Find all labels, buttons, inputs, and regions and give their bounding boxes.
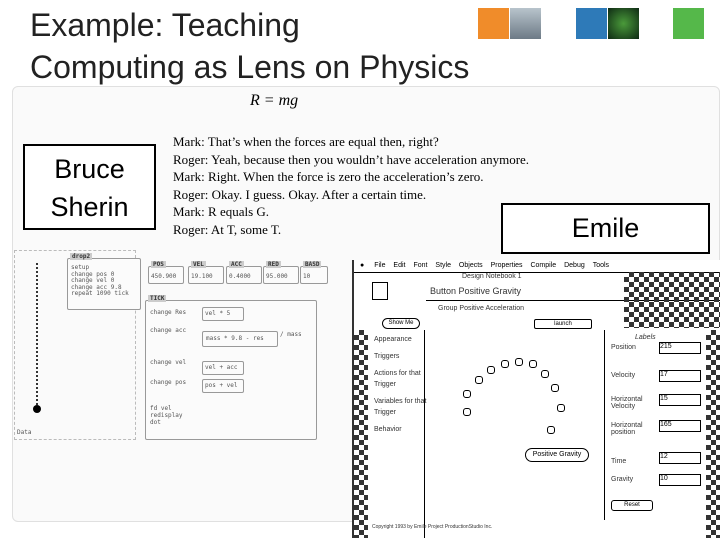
- menu-item-compile[interactable]: Compile: [530, 262, 557, 269]
- button-title: Button Positive Gravity: [430, 286, 522, 296]
- green-dark-square-icon: [608, 8, 639, 39]
- code-line: change vel 0: [71, 277, 115, 284]
- var-tag: BASD: [305, 261, 320, 268]
- var-tag: POS: [153, 261, 164, 268]
- code-line: change acc: [150, 327, 187, 334]
- code-line: fd vel: [150, 405, 172, 412]
- code-line: setup: [71, 264, 90, 271]
- transcript-line: Mark: That’s when the forces are equal then, right?: [173, 134, 439, 149]
- field-input[interactable]: 215: [659, 342, 701, 354]
- menu-item-edit[interactable]: Edit: [393, 262, 406, 269]
- drop-title: drop2: [72, 253, 91, 260]
- menu-item-tools[interactable]: Tools: [592, 262, 610, 269]
- trajectory-dot: [487, 366, 495, 374]
- trajectory-dot: [501, 360, 509, 368]
- fields-panel: [604, 330, 720, 520]
- side-item-actions[interactable]: Actions for that Trigger: [374, 370, 421, 388]
- trajectory-dot: [463, 408, 471, 416]
- code-line: repeat 1090 tick: [71, 290, 129, 297]
- side-item-triggers[interactable]: Triggers: [374, 353, 400, 360]
- field-input[interactable]: 10: [659, 474, 701, 486]
- code-line: mass * 9.8 - res: [206, 335, 264, 342]
- field-input[interactable]: 12: [659, 452, 701, 464]
- field-label: Time: [611, 458, 627, 465]
- code-line: change Res: [150, 309, 187, 316]
- field-label: Horizontal position: [611, 422, 643, 436]
- code-line: change acc 9.8: [71, 283, 122, 291]
- menu-item-style[interactable]: Style: [435, 262, 451, 269]
- right-pattern: [706, 330, 720, 538]
- orange-square-icon: [478, 8, 509, 39]
- transcript-line: Mark: R equals G.: [173, 204, 270, 219]
- transcript-line: Mark: Right. When the force is zero the acceleration’s zero.: [173, 169, 484, 184]
- field-label: Velocity: [611, 372, 636, 379]
- group-label: Group Positive Acceleration: [438, 305, 524, 312]
- reset-button[interactable]: Reset: [611, 500, 653, 511]
- trajectory-dot: [551, 384, 559, 392]
- trajectory-dot: [515, 358, 523, 366]
- var-value: 450.900: [151, 273, 177, 280]
- left-pattern: [354, 330, 368, 538]
- code-line: pos + vel: [205, 382, 238, 389]
- field-label: Horizontal Velocity: [611, 396, 643, 410]
- menu-item-properties[interactable]: Properties: [490, 262, 523, 269]
- notebook-icon: [372, 282, 388, 300]
- var-value: 95.000: [266, 273, 288, 280]
- label-bruce-sherin: [23, 144, 156, 230]
- var-tag: ACC: [231, 261, 242, 268]
- label-text: Bruce Sherin: [50, 154, 129, 222]
- trajectory-dot: [557, 404, 565, 412]
- menu-item-file[interactable]: File: [374, 262, 386, 269]
- code-line: redisplay: [150, 412, 183, 419]
- var-value: 10: [303, 273, 311, 280]
- menu-item-objects[interactable]: Objects: [458, 262, 483, 269]
- slide-title: [30, 4, 469, 88]
- code-line: vel + acc: [205, 364, 238, 371]
- notebook-title: Design Notebook 1: [462, 273, 522, 280]
- data-label: Data: [17, 429, 32, 436]
- labels-header: Labels: [635, 334, 656, 341]
- trajectory-dot: [529, 360, 537, 368]
- side-item-variables[interactable]: Variables for that Trigger: [374, 398, 427, 416]
- drop-trail: [36, 263, 38, 409]
- trajectory-dot: [463, 390, 471, 398]
- menu-item-debug[interactable]: Debug: [564, 262, 585, 269]
- footer-text: Copyright 1993 by Emile Project ProductionStudio Inc.: [372, 524, 493, 530]
- code-line: vel * 5: [205, 310, 231, 317]
- side-item-behavior[interactable]: Behavior: [374, 426, 402, 433]
- green-square-icon: [673, 8, 704, 39]
- menu-item-font[interactable]: Font: [413, 262, 428, 269]
- field-label: Gravity: [611, 476, 634, 483]
- code-line: change vel: [150, 359, 187, 366]
- var-tag: RED: [268, 261, 279, 268]
- launch-button[interactable]: launch: [534, 319, 592, 329]
- positive-gravity-button[interactable]: Positive Gravity: [525, 448, 589, 462]
- photo-square-icon: [510, 8, 541, 39]
- show-me-button[interactable]: Show Me: [382, 318, 420, 329]
- var-value: 0.4000: [229, 273, 251, 280]
- label-emile: Emile: [501, 203, 710, 254]
- blue-square-icon: [576, 8, 607, 39]
- tick-title: TICK: [150, 295, 165, 302]
- code-line: / mass: [280, 331, 302, 338]
- field-input[interactable]: 15: [659, 394, 701, 406]
- code-line: change pos 0: [71, 270, 115, 278]
- side-panel: [374, 334, 428, 435]
- emile-window: [352, 260, 720, 538]
- equation: R = mg: [250, 92, 299, 109]
- transcript-line: Roger: Yeah, because then you wouldn’t have acceleration anymore.: [173, 151, 530, 167]
- tick-procedure: [145, 295, 317, 440]
- simulation-area: [424, 330, 603, 538]
- transcript-line: Roger: At T, some T.: [173, 221, 282, 237]
- title-line-1: Example: Teaching: [30, 7, 300, 43]
- field-input[interactable]: 165: [659, 420, 701, 432]
- code-line: dot: [150, 419, 161, 426]
- apple-icon[interactable]: ●: [360, 262, 365, 269]
- side-item-appearance[interactable]: Appearance: [374, 336, 412, 343]
- trajectory-dot: [475, 376, 483, 384]
- var-tag: VEL: [193, 261, 204, 268]
- ball-icon: [33, 405, 41, 413]
- transcript-line: Roger: Okay. I guess. Okay. After a certain time.: [173, 186, 427, 202]
- title-line-2: Computing as Lens on Physics: [30, 49, 470, 85]
- trajectory-dot: [541, 370, 549, 378]
- field-input[interactable]: 17: [659, 370, 701, 382]
- code-line: change pos: [150, 379, 187, 386]
- variable-row: [148, 262, 328, 288]
- transcript: [173, 133, 529, 238]
- var-value: 19.100: [191, 273, 213, 280]
- top-right-pattern: [624, 272, 720, 328]
- trajectory-dot: [547, 426, 555, 434]
- drop-procedure: [67, 253, 141, 310]
- field-label: Position: [611, 344, 636, 351]
